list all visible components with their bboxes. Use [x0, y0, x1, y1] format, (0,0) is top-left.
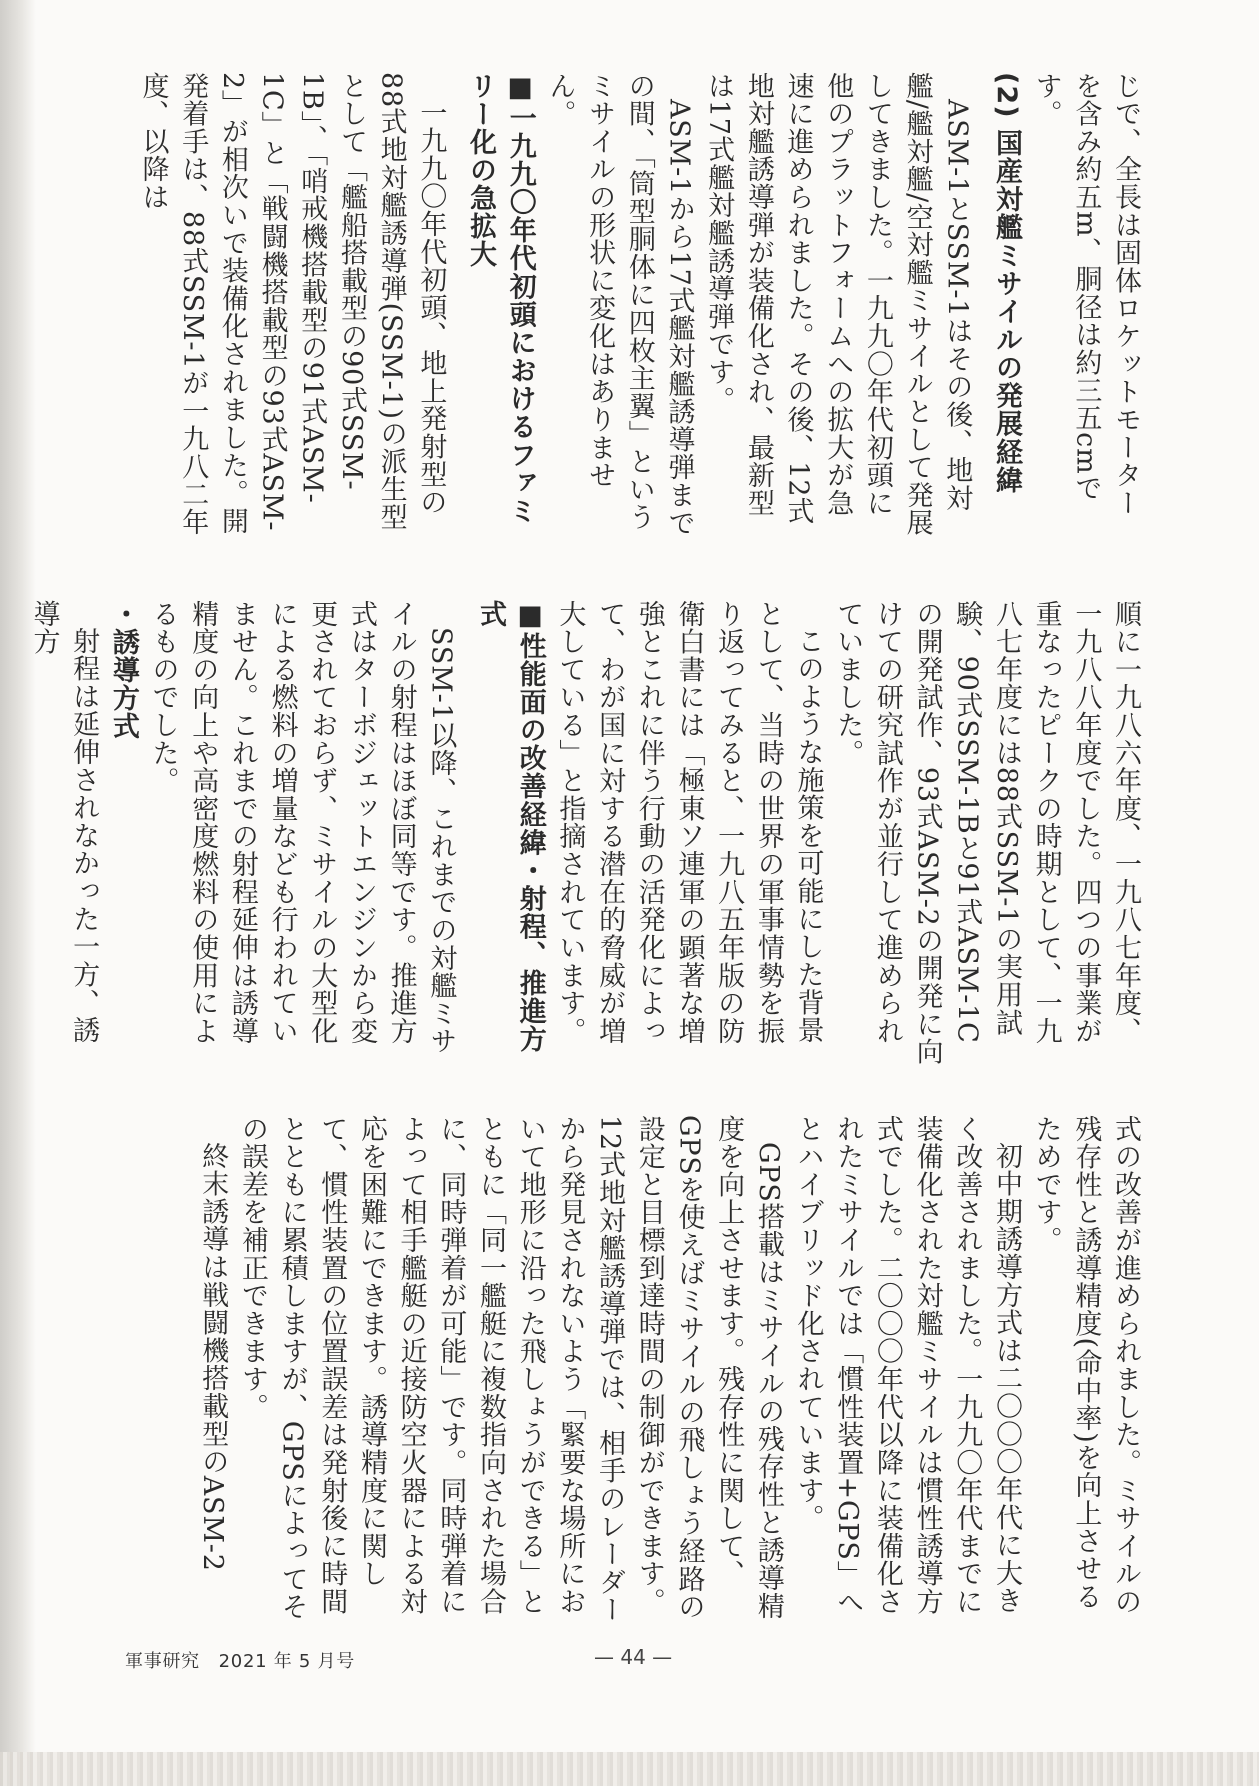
- paragraph: GPS搭載はミサイルの残存性と誘導精度を向上させます。残存性に関して、GPSを使えばミサイルの飛しょう経路の設定と目標到達時間の制御ができます。12式地対艦誘導弾では、相手のレーダーから発見されないよう「緊要な場所において地形に沿った飛しょうができる」とともに「同一艦艇に複数指向された場合に、同時弾着が可能」です。同時弾着によって相手艦艇の近接防空火器による対応を困難にできます。誘導精度に関して、慣性装置の位置誤差は発射後に時間とともに累積しますが、GPSによってその誤差を補正できます。: [236, 1115, 784, 1624]
- page-number: — 44 —: [594, 1645, 673, 1669]
- paragraph: 初中期誘導方式は二〇〇〇年代に大きく改善されました。一九九〇年代までに装備化された対艦ミサイルは慣性誘導方式でした。二〇〇〇年代以降に装備化されたミサイルでは「慣性装置+GPS」へとハイブリッド化されています。: [792, 1115, 1022, 1617]
- paragraph: 終末誘導は戦闘機搭載型のASM-2: [197, 1142, 229, 1572]
- text-tier-bottom: [95, 1115, 1145, 1625]
- paragraph: 射程は延伸されなかった一方、誘導方: [28, 600, 100, 1045]
- text-tier-middle: [28, 600, 1145, 1070]
- paragraph: じで、全長は固体ロケットモーターを含み約五m、胴径は約三五cmです。: [1030, 72, 1141, 517]
- text-tier-top: [95, 72, 1145, 542]
- paragraph: ASM-1から17式艦対艦誘導弾までの間、「筒型胴体に四枚主翼」というミサイルの形状に変化はありません。: [544, 72, 695, 537]
- paragraph: 一九九〇年代初頭、地上発射型の88式地対艦誘導弾(SSM-1)の派生型として「艦船搭載型の90式SSM-1B」、「哨戒機搭載型の91式ASM-1C」と「戦闘機搭載型の93式ASM-2」が相次いで装備化されました。開発着手は、88式SSM-1が一九八二年度、以降は: [137, 72, 447, 537]
- paragraph: このような施策を可能にした背景として、当時の世界の軍事情勢を振り返ってみると、一九八五年版の防衛白書には「極東ソ連軍の顕著な増強とこれに伴う行動の活発化によって、わが国に対する潜在的脅威が増大している」と指摘されています。: [554, 600, 824, 1045]
- section-heading: ■一九九〇年代初頭におけるファミリー化の急拡大: [465, 72, 536, 526]
- paragraph: 式の改善が進められました。ミサイルの残存性と誘導精度(命中率)を向上させるためです。: [1030, 1115, 1141, 1616]
- paragraph: 順に一九八六年度、一九八七年度、一九八八年度でした。四つの事業が重なったピークの時期として、一九八七年度には88式SSM-1の実用試験、90式SSM-1Bと91式ASM-1Cの開発試作、93式ASM-2の開発に向けての研究試作が並行して進められていました。: [832, 600, 1141, 1066]
- magazine-footer: 軍事研究 2021 年 5 月号: [125, 1651, 355, 1672]
- paragraph: SSM-1以降、これまでの対艦ミサイルの射程はほぼ同等です。推進方式はターボジェットエンジンから変更されておらず、ミサイルの大型化による燃料の増量なども行われていません。これまでの射程延伸は誘導精度の向上や高密度燃料の使用によるものでした。: [147, 600, 457, 1056]
- scan-bottom-edge: [0, 1752, 1259, 1786]
- subsection-heading: ・誘導方式: [107, 600, 139, 741]
- section-heading: (2) 国産対艦ミサイルの発展経緯: [990, 72, 1022, 495]
- section-heading: ■性能面の改善経緯・射程、推進方式: [475, 600, 546, 1054]
- paragraph: ASM-1とSSM-1はその後、地対艦/艦対艦/空対艦ミサイルとして発展してきました。一九九〇年代初頭に他のプラットフォームへの拡大が急速に進められました。その後、12式地対艦誘導弾が装備化され、最新型は17式艦対艦誘導弾です。: [703, 72, 973, 537]
